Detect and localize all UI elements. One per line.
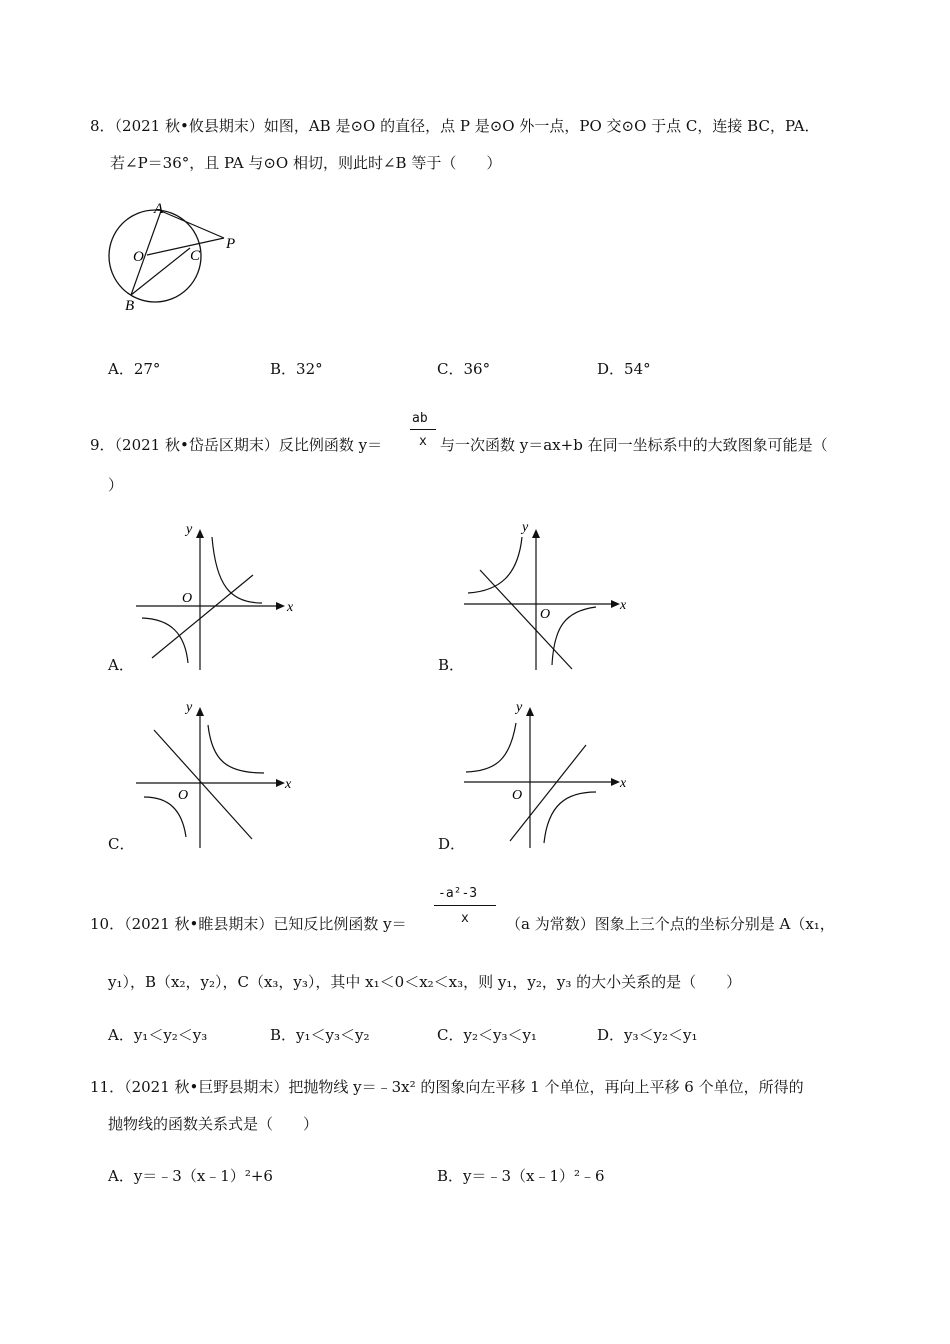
svg-text:x: x <box>620 598 627 613</box>
q8-stem-line2: 若∠P＝36°，且 PA 与⊙O 相切，则此时∠B 等于（ ） <box>110 154 502 172</box>
q9-option-d[interactable]: D． <box>438 835 466 853</box>
q10-fraction-bar <box>434 905 496 906</box>
q10-option-c[interactable]: C．y₂＜y₃＜y₁ <box>437 1026 537 1044</box>
q9-graph-b <box>460 515 640 675</box>
q9-fraction-numerator: ab <box>412 411 428 426</box>
q9-graph-d <box>460 693 640 853</box>
q9-stem-prefix: 9．（2021 秋•岱岳区期末）反比例函数 y＝ <box>90 436 383 454</box>
q9-graph-a <box>130 515 300 675</box>
q10-option-b[interactable]: B．y₁＜y₃＜y₂ <box>270 1026 370 1044</box>
label-o: O <box>133 249 144 265</box>
q9-option-c[interactable]: C． <box>108 835 135 853</box>
q8-circle-figure <box>100 198 250 316</box>
q10-option-d[interactable]: D．y₃＜y₂＜y₁ <box>597 1026 698 1044</box>
q11-option-a[interactable]: A．y＝﹣3（x﹣1）²+6 <box>108 1167 273 1185</box>
q9-stem-line2: ） <box>108 476 124 494</box>
svg-text:O: O <box>540 607 551 622</box>
q9-fraction-bar <box>410 429 436 430</box>
q10-stem-line2: y₁），B（x₂，y₂），C（x₃，y₃），其中 x₁＜0＜x₂＜x₃，则 y₁，y₂，y₃ 的大小关系的是（ ） <box>108 973 742 991</box>
label-c: C <box>190 248 201 264</box>
label-b: B <box>125 298 135 314</box>
svg-text:x: x <box>285 777 292 792</box>
q8-option-b[interactable]: B．32° <box>270 360 323 378</box>
svg-text:x: x <box>620 776 627 791</box>
q8-option-a[interactable]: A．27° <box>108 360 161 378</box>
svg-text:O: O <box>182 591 193 606</box>
q11-stem-line1: 11．（2021 秋•巨野县期末）把抛物线 y＝﹣3x² 的图象向左平移 1 个单位，再向上平移 6 个单位，所得的 <box>90 1078 804 1096</box>
q10-stem-prefix: 10．（2021 秋•睢县期末）已知反比例函数 y＝ <box>90 915 407 933</box>
circle-o <box>109 210 201 302</box>
q9-option-a[interactable]: A． <box>108 656 134 674</box>
q9-option-b[interactable]: B． <box>438 656 465 674</box>
q11-option-b[interactable]: B．y＝﹣3（x﹣1）²﹣6 <box>437 1167 605 1185</box>
svg-text:O: O <box>512 788 523 803</box>
q9-stem-suffix: 与一次函数 y＝ax+b 在同一坐标系中的大致图象可能是（ <box>440 436 828 454</box>
q8-option-d[interactable]: D．54° <box>597 360 651 378</box>
q9-graph-c <box>130 695 300 855</box>
svg-text:x: x <box>287 600 294 615</box>
label-a: A <box>154 201 164 217</box>
segment-po <box>147 238 224 255</box>
label-p: P <box>226 236 236 252</box>
svg-text:y: y <box>516 700 523 715</box>
q10-option-a[interactable]: A．y₁＜y₂＜y₃ <box>108 1026 208 1044</box>
segment-pa <box>161 211 224 238</box>
q9-fraction-denominator: x <box>419 434 427 449</box>
q10-fraction-denominator: x <box>461 911 469 926</box>
svg-text:y: y <box>186 522 193 537</box>
q10-fraction-numerator: -a²-3 <box>438 886 478 901</box>
svg-text:y: y <box>522 520 529 535</box>
svg-text:O: O <box>178 788 189 803</box>
q11-stem-line2: 抛物线的函数关系式是（ ） <box>108 1115 319 1133</box>
q8-option-c[interactable]: C．36° <box>437 360 491 378</box>
q10-stem-suffix: （a 为常数）图象上三个点的坐标分别是 A（x₁， <box>506 915 835 933</box>
q8-stem-line1: 8．（2021 秋•攸县期末）如图，AB 是⊙O 的直径，点 P 是⊙O 外一点，PO 交⊙O 于点 C，连接 BC，PA． <box>90 117 820 135</box>
svg-text:y: y <box>186 700 193 715</box>
